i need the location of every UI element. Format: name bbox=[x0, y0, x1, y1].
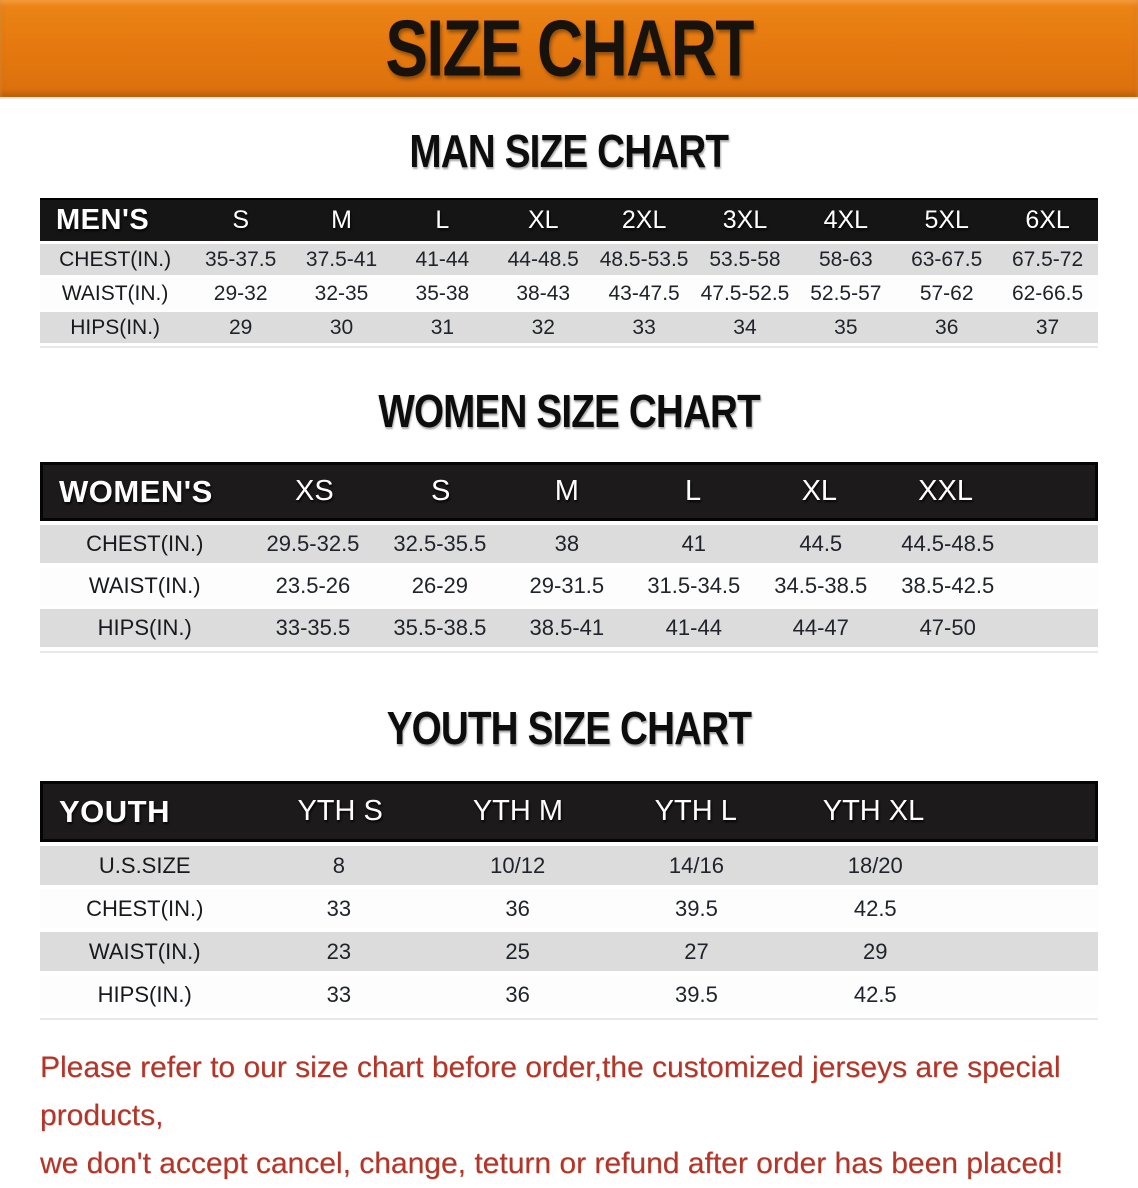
measurement-row bbox=[40, 312, 1098, 343]
men-size-table bbox=[40, 198, 1098, 348]
measurement-value: 44.5-48.5 bbox=[901, 531, 995, 556]
measurement-value: 33 bbox=[632, 315, 656, 339]
measurement-value: 37.5-41 bbox=[305, 247, 378, 271]
measurement-value: 57-62 bbox=[919, 281, 974, 305]
size-column-header: 4XL bbox=[823, 206, 869, 234]
disclaimer-line-2: we don't accept cancel, change, teturn or refund after order has been placed! bbox=[40, 1147, 1064, 1180]
measurement-label: CHEST(IN.) bbox=[86, 531, 204, 556]
women-section-heading-text: WOMEN SIZE CHART bbox=[378, 385, 760, 437]
measurement-value: 35-38 bbox=[415, 281, 470, 305]
measurement-value: 38 bbox=[554, 531, 580, 556]
size-group-label: MEN'S bbox=[56, 204, 150, 236]
size-chart-banner bbox=[0, 0, 1138, 99]
measurement-value: 41-44 bbox=[665, 615, 722, 640]
size-column-header: L bbox=[685, 475, 702, 507]
measurement-value: 48.5-53.5 bbox=[599, 247, 689, 271]
measurement-value: 36 bbox=[935, 315, 959, 339]
size-group-label: YOUTH bbox=[59, 793, 170, 829]
measurement-value: 27 bbox=[684, 938, 709, 964]
size-column-header: XL bbox=[527, 206, 559, 234]
measurement-value: 44.5 bbox=[799, 531, 843, 556]
measurement-value: 67.5-72 bbox=[1011, 247, 1084, 271]
size-column-header: S bbox=[232, 206, 249, 234]
youth-size-section bbox=[0, 701, 1138, 1020]
measurement-value: 58-63 bbox=[818, 247, 873, 271]
measurement-value: 31 bbox=[430, 315, 455, 339]
size-group-label: WOMEN'S bbox=[59, 473, 213, 509]
measurement-value: 42.5 bbox=[853, 895, 897, 921]
measurement-value: 29 bbox=[228, 315, 253, 339]
measurement-value: 30 bbox=[329, 315, 354, 339]
measurement-value: 63-67.5 bbox=[911, 247, 983, 271]
measurement-label: HIPS(IN.) bbox=[97, 981, 192, 1007]
measurement-value: 29.5-32.5 bbox=[266, 531, 360, 556]
size-column-header: 6XL bbox=[1025, 206, 1070, 234]
measurement-value: 29-32 bbox=[213, 281, 268, 305]
measurement-value: 32 bbox=[531, 315, 555, 339]
size-column-header: M bbox=[331, 206, 352, 234]
size-column-header: 2XL bbox=[621, 206, 667, 234]
measurement-row bbox=[40, 932, 1098, 971]
measurement-row bbox=[40, 846, 1098, 885]
measurement-value: 38.5-42.5 bbox=[901, 573, 995, 598]
women-size-section bbox=[0, 384, 1138, 653]
measurement-row bbox=[40, 244, 1098, 275]
measurement-value: 23.5-26 bbox=[275, 573, 351, 598]
measurement-value: 47.5-52.5 bbox=[700, 281, 790, 305]
size-column-header: M bbox=[554, 475, 579, 507]
measurement-value: 31.5-34.5 bbox=[647, 573, 741, 598]
men-size-section bbox=[0, 124, 1138, 348]
measurement-value: 39.5 bbox=[675, 895, 718, 921]
size-column-header: YTH M bbox=[472, 795, 564, 827]
men-section-heading-text: MAN SIZE CHART bbox=[409, 125, 729, 177]
measurement-value: 10/12 bbox=[490, 852, 546, 878]
measurement-value: 29 bbox=[863, 938, 888, 964]
measurement-value: 41-44 bbox=[415, 247, 470, 271]
measurement-value: 29-31.5 bbox=[529, 573, 605, 598]
youth-section-heading bbox=[0, 701, 1138, 755]
measurement-value: 25 bbox=[505, 938, 530, 964]
measurement-label: HIPS(IN.) bbox=[70, 315, 161, 339]
measurement-value: 32.5-35.5 bbox=[393, 531, 487, 556]
size-column-header: YTH L bbox=[654, 795, 737, 827]
measurement-value: 62-66.5 bbox=[1011, 281, 1084, 305]
banner-title: SIZE CHART bbox=[385, 3, 753, 93]
measurement-label: CHEST(IN.) bbox=[86, 895, 204, 921]
measurement-value: 33-35.5 bbox=[275, 615, 351, 640]
measurement-label: WAIST(IN.) bbox=[88, 573, 201, 598]
men-section-heading bbox=[0, 124, 1138, 178]
measurement-value: 33 bbox=[326, 895, 352, 921]
size-column-header: XS bbox=[295, 475, 334, 507]
size-column-header: S bbox=[430, 475, 451, 507]
measurement-value: 34 bbox=[733, 315, 757, 339]
measurement-value: 39.5 bbox=[675, 981, 718, 1007]
measurement-value: 34.5-38.5 bbox=[774, 573, 868, 598]
measurement-row bbox=[40, 975, 1098, 1014]
measurement-value: 33 bbox=[326, 981, 352, 1007]
measurement-value: 23 bbox=[326, 938, 352, 964]
measurement-row bbox=[40, 278, 1098, 309]
measurement-value: 52.5-57 bbox=[810, 281, 882, 305]
measurement-value: 35 bbox=[834, 315, 858, 339]
size-column-header: 3XL bbox=[722, 206, 768, 234]
measurement-value: 47-50 bbox=[919, 615, 976, 640]
measurement-value: 35.5-38.5 bbox=[393, 615, 487, 640]
size-table-header-row bbox=[40, 781, 1098, 842]
measurement-value: 8 bbox=[332, 852, 345, 878]
measurement-value: 36 bbox=[505, 895, 530, 921]
measurement-value: 35-37.5 bbox=[205, 247, 277, 271]
measurement-value: 53.5-58 bbox=[709, 247, 781, 271]
measurement-row bbox=[40, 525, 1098, 563]
size-table-header-row bbox=[40, 462, 1098, 521]
order-disclaimer bbox=[40, 1044, 1104, 1188]
measurement-value: 42.5 bbox=[853, 981, 897, 1007]
youth-section-heading-text: YOUTH SIZE CHART bbox=[386, 702, 752, 754]
size-column-header: YTH XL bbox=[822, 795, 925, 827]
measurement-value: 44-47 bbox=[792, 615, 849, 640]
size-column-header: XXL bbox=[918, 475, 973, 507]
measurement-value: 36 bbox=[505, 981, 530, 1007]
measurement-row bbox=[40, 609, 1098, 647]
size-column-header: 5XL bbox=[924, 206, 969, 234]
measurement-value: 38-43 bbox=[516, 281, 571, 305]
measurement-value: 41 bbox=[681, 531, 707, 556]
measurement-label: U.S.SIZE bbox=[98, 852, 191, 878]
women-section-heading bbox=[0, 384, 1138, 438]
size-column-header: L bbox=[435, 206, 450, 234]
measurement-value: 44-48.5 bbox=[507, 247, 579, 271]
measurement-value: 14/16 bbox=[668, 852, 724, 878]
measurement-value: 18/20 bbox=[847, 852, 903, 878]
disclaimer-line-1: Please refer to our size chart before order,the customized jerseys are special products, bbox=[40, 1051, 1061, 1132]
size-column-header: YTH S bbox=[297, 795, 383, 827]
measurement-row bbox=[40, 889, 1098, 928]
size-column-header: XL bbox=[801, 475, 838, 507]
measurement-label: WAIST(IN.) bbox=[61, 281, 169, 305]
youth-size-table bbox=[40, 781, 1098, 1020]
measurement-value: 43-47.5 bbox=[608, 281, 680, 305]
measurement-value: 26-29 bbox=[411, 573, 469, 598]
measurement-value: 38.5-41 bbox=[529, 615, 605, 640]
measurement-value: 37 bbox=[1035, 315, 1060, 339]
measurement-label: WAIST(IN.) bbox=[88, 938, 201, 964]
size-table-header-row bbox=[40, 198, 1098, 241]
measurement-value: 32-35 bbox=[314, 281, 369, 305]
women-size-table bbox=[40, 462, 1098, 653]
measurement-label: HIPS(IN.) bbox=[97, 615, 192, 640]
measurement-label: CHEST(IN.) bbox=[59, 247, 172, 271]
measurement-row bbox=[40, 567, 1098, 605]
